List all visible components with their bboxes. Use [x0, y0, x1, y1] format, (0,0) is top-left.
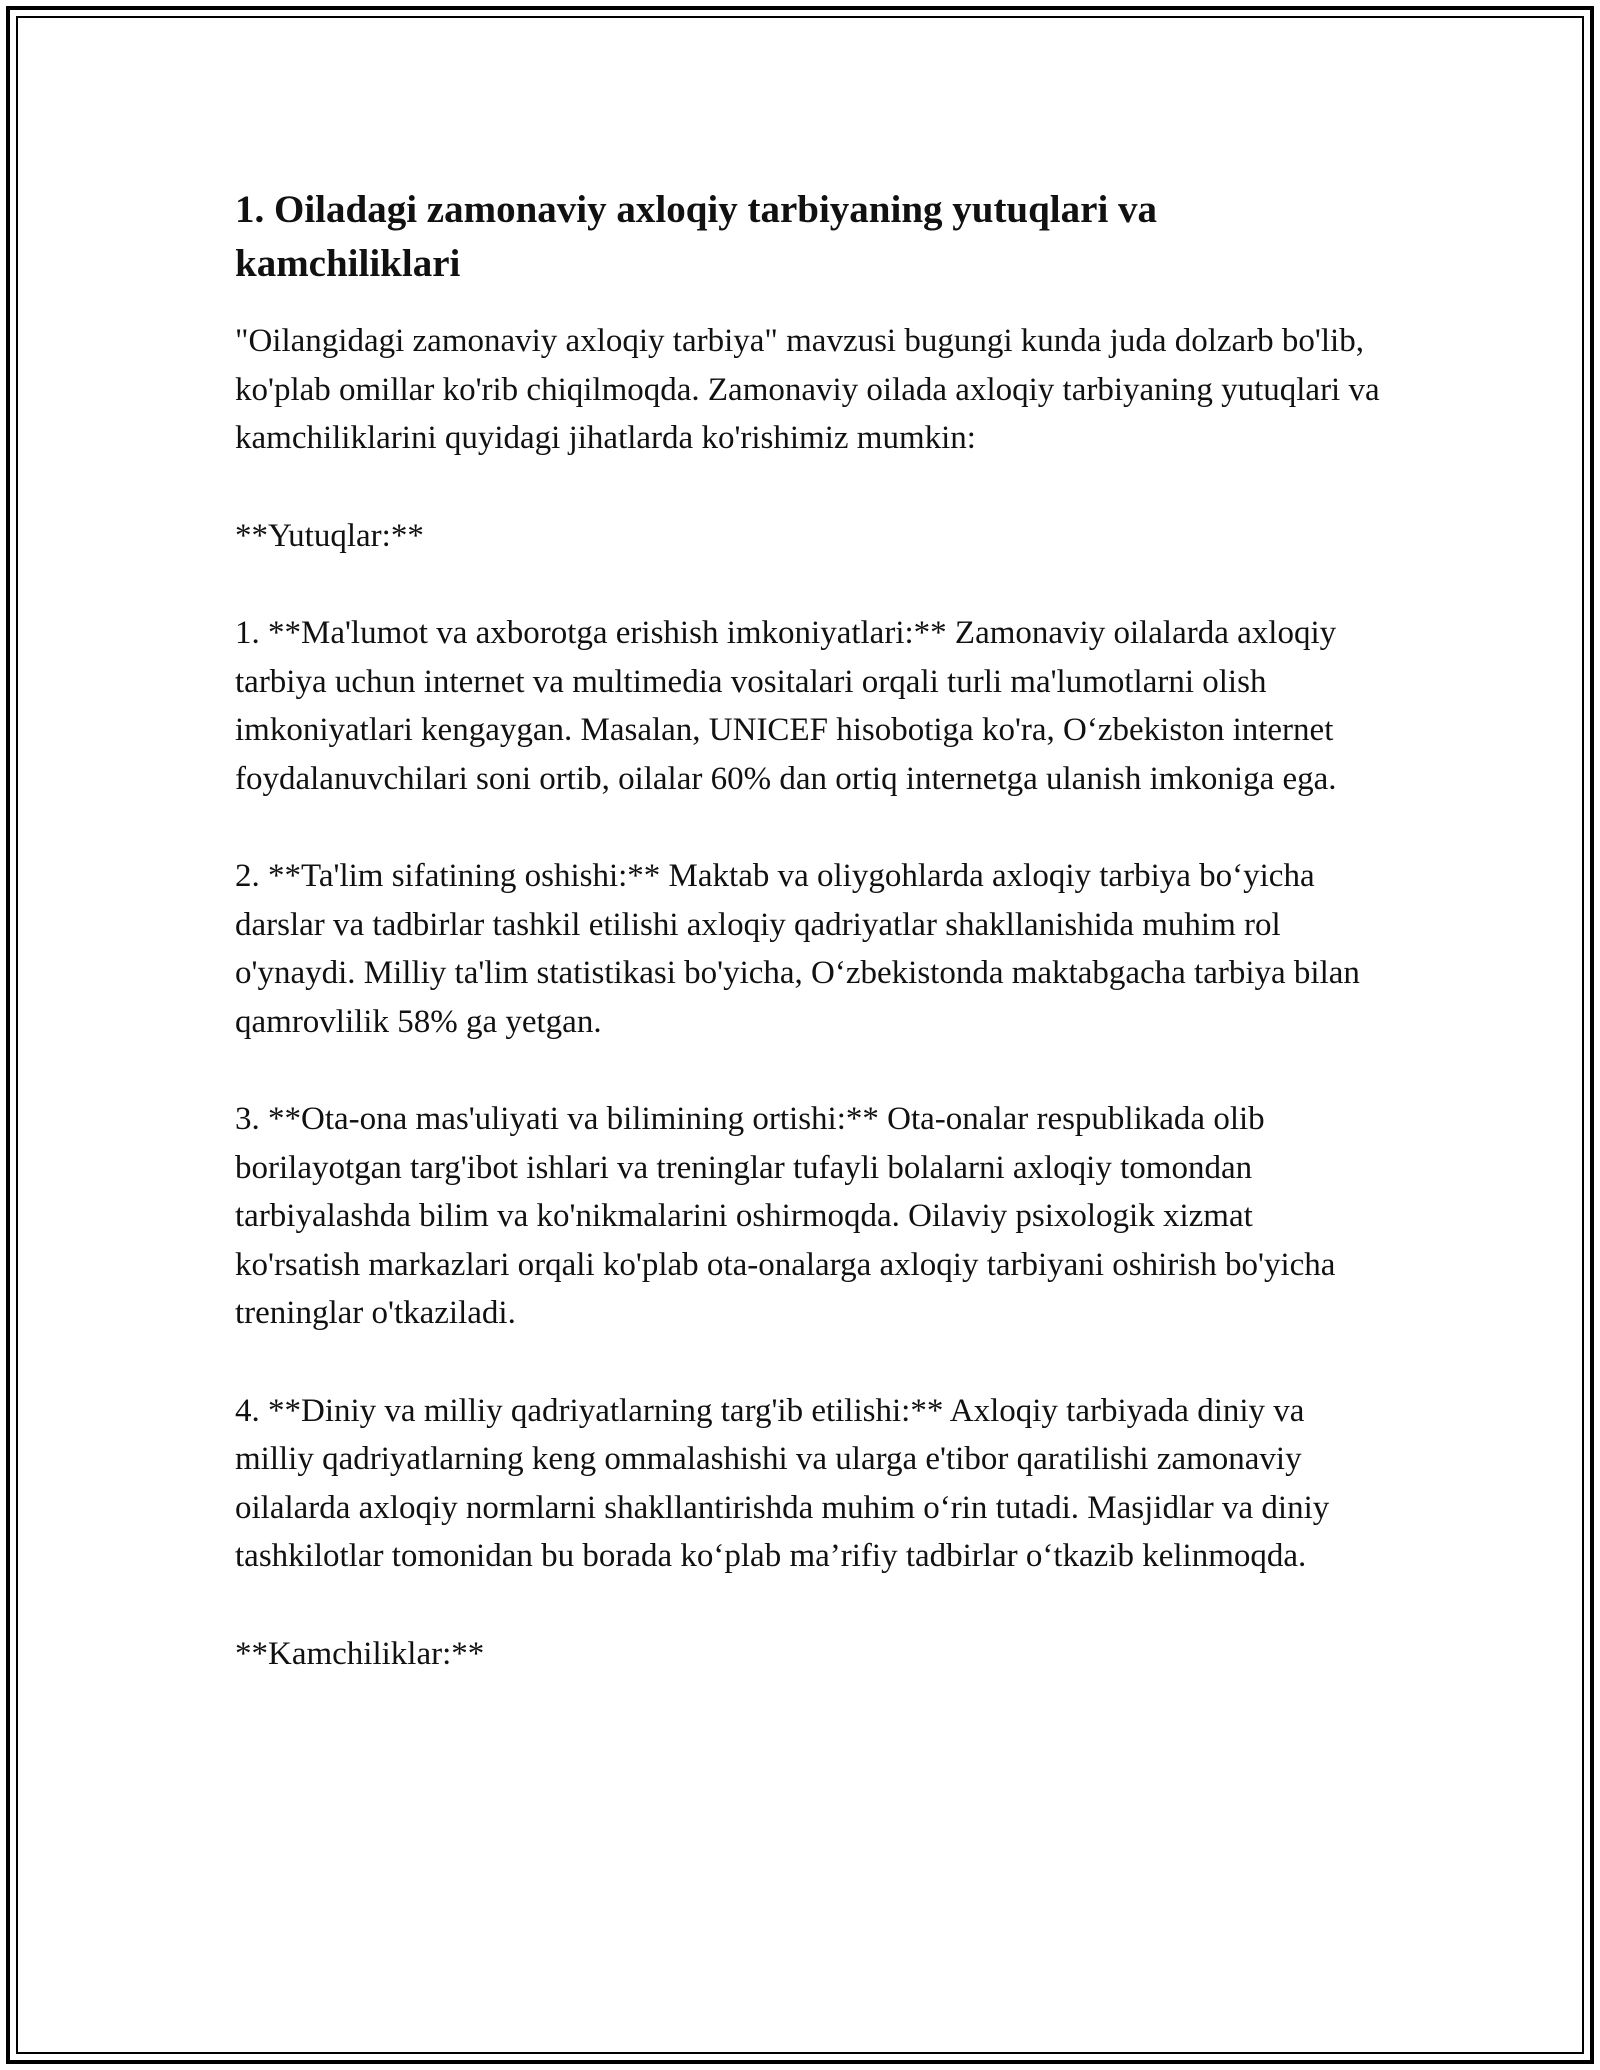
achievement-item-1: 1. **Ma'lumot va axborotga erishish imkoniyatlari:** Zamonaviy oilalarda axloqiy tarbiya uchun internet va multimedia vositalari orqali turli ma'lumotlarni olish imkoniyatlari kengaygan. Masalan, UNICEF hisobotiga ko'ra, O‘zbekiston internet foydalanuvchilari soni ortib, oilalar 60% dan ortiq internetga ulanish imkoniga ega.: [235, 615, 1337, 797]
achievement-item-2: 2. **Ta'lim sifatining oshishi:** Maktab va oliygohlarda axloqiy tarbiya bo‘yicha darslar va tadbirlar tashkil etilishi axloqiy qadriyatlar shakllanishida muhim rol o'ynaydi. Milliy ta'lim statistikasi bo'yicha, O‘zbekistonda maktabgacha tarbiya bilan qamrovlilik 58% ga yetgan.: [235, 858, 1360, 1040]
document-body: [235, 183, 1385, 1678]
achievement-item-4: 4. **Diniy va milliy qadriyatlarning targ'ib etilishi:** Axloqiy tarbiyada diniy va milliy qadriyatlarning keng ommalashishi va ularga e'tibor qaratilishi zamonaviy oilalarda axloqiy normlarni shakllantirishda muhim o‘rin tutadi. Masjidlar va diniy tashkilotlar tomonidan bu borada ko‘plab ma’rifiy tadbirlar o‘tkazib kelinmoqda.: [235, 1392, 1330, 1574]
achievement-item-3: 3. **Ota-ona mas'uliyati va bilimining ortishi:** Ota-onalar respublikada olib borilayotgan targ'ibot ishlari va treninglar tufayli bolalarni axloqiy tomondan tarbiyalashda bilim va ko'nikmalarini oshirmoqda. Oilaviy psixologik xizmat ko'rsatish markazlari orqali ko'plab ota-onalarga axloqiy tarbiyani oshirish bo'yicha treninglar o'tkaziladi.: [235, 1101, 1336, 1331]
shortcomings-heading: **Kamchiliklar:**: [235, 1635, 485, 1672]
document-title: 1. Oiladagi zamonaviy axloqiy tarbiyaning yutuqlari va kamchiliklari: [235, 188, 1158, 285]
intro-paragraph: "Oilangidagi zamonaviy axloqiy tarbiya" mavzusi bugungi kunda juda dolzarb bo'lib, ko'plab omillar ko'rib chiqilmoqda. Zamonaviy oilada axloqiy tarbiyaning yutuqlari va kamchiliklarini quyidagi jihatlarda ko'rishimiz mumkin:: [235, 323, 1380, 456]
achievements-heading: **Yutuqlar:**: [235, 517, 424, 554]
